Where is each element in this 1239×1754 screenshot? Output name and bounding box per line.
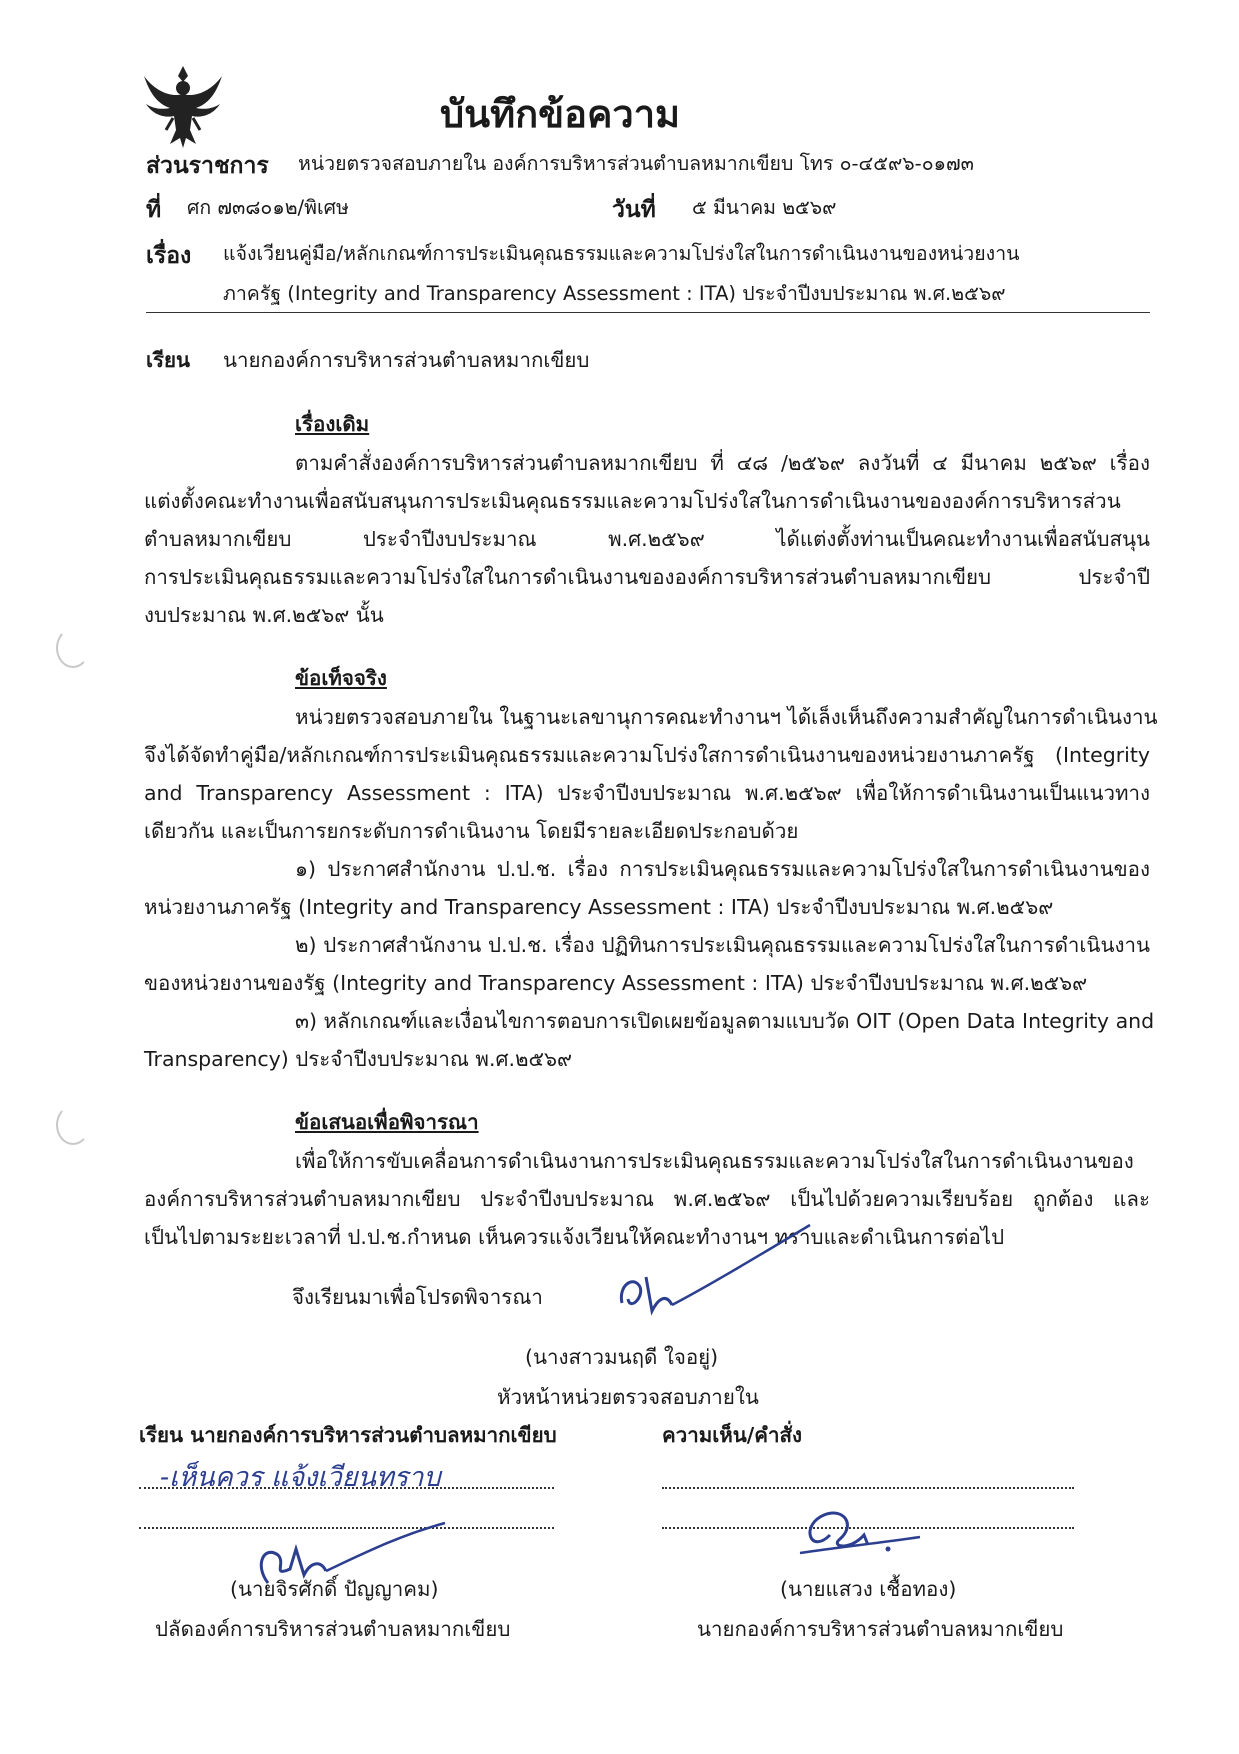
facts-line-1: หน่วยตรวจสอบภายใน ในฐานะเลขานุการคณะทำงานฯ ได้เล็งเห็นถึงความสำคัญในการดำเนินงาน (295, 705, 1158, 729)
scan-hole-mark-bottom (56, 1105, 90, 1145)
proposal-line-1: เพื่อให้การขับเคลื่อนการดำเนินงานการประเมินคุณธรรมและความโปร่งใสในการดำเนินงานของ (295, 1149, 1134, 1173)
subject-label: เรื่อง (146, 243, 192, 269)
facts-line-3: and Transparency Assessment : ITA) ประจำปีงบประมาณ พ.ศ.๒๕๖๙ เพื่อให้การดำเนินงานเป็นแนวทาง (144, 781, 1150, 805)
facts-item-1-line-1: ๑) ประกาศสำนักงาน ป.ป.ช. เรื่อง การประเมินคุณธรรมและความโปร่งใสในการดำเนินงานของ (295, 857, 1150, 881)
facts-item-2-line-1: ๒) ประกาศสำนักงาน ป.ป.ช. เรื่อง ปฏิทินการประเมินคุณธรรมและความโปร่งใสในการดำเนินงาน (295, 933, 1150, 957)
proposal-line-2: องค์การบริหารส่วนตำบลหมากเขียบ ประจำปีงบประมาณ พ.ศ.๒๕๖๙ เป็นไปด้วยความเรียบร้อย ถูกต้อง และ (144, 1187, 1150, 1211)
facts-item-3-line-2: Transparency) ประจำปีงบประมาณ พ.ศ.๒๕๖๙ (144, 1047, 573, 1071)
ref-label: ที่ (146, 197, 162, 223)
scan-hole-mark-top (56, 628, 90, 668)
dept-value: หน่วยตรวจสอบภายใน องค์การบริหารส่วนตำบลหมากเขียบ โทร ๐-๔๕๙๖-๐๑๗๓ (298, 152, 974, 175)
facts-line-2: จึงได้จัดทำคู่มือ/หลักเกณฑ์การประเมินคุณธรรมและความโปร่งใสการดำเนินงานของหน่วยงานภาครัฐ (Integrity (144, 743, 1150, 767)
closing-text: จึงเรียนมาเพื่อโปรดพิจารณา (292, 1285, 543, 1309)
proposal-heading: ข้อเสนอเพื่อพิจารณา (295, 1110, 479, 1134)
subject-line-1: แจ้งเวียนคู่มือ/หลักเกณฑ์การประเมินคุณธรรมและความโปร่งใสในการดำเนินงานของหน่วยงาน (223, 242, 1020, 265)
deputy-dotted-line-1 (139, 1487, 554, 1489)
background-heading: เรื่องเดิม (295, 412, 370, 436)
facts-line-4: เดียวกัน และเป็นการยกระดับการดำเนินงาน โดยมีรายละเอียดประกอบด้วย (144, 819, 799, 843)
facts-heading: ข้อเท็จจริง (295, 666, 387, 690)
proposal-line-3: เป็นไปตามระยะเวลาที่ ป.ป.ช.กำหนด เห็นควรแจ้งเวียนให้คณะทำงานฯ ทราบและดำเนินการต่อไป (144, 1225, 1005, 1249)
facts-item-1-line-2: หน่วยงานภาครัฐ (Integrity and Transparency Assessment : ITA) ประจำปีงบประมาณ พ.ศ.๒๕๖๙ (144, 895, 1054, 919)
mayor-name: (นายแสวง เชื้อทอง) (780, 1577, 957, 1601)
background-line-1: ตามคำสั่งองค์การบริหารส่วนตำบลหมากเขียบ ที่ ๔๘ /๒๕๖๙ ลงวันที่ ๔ มีนาคม ๒๕๖๙ เรื่อง (295, 451, 1150, 475)
facts-item-3-line-1: ๓) หลักเกณฑ์และเงื่อนไขการตอบการเปิดเผยข้อมูลตามแบบวัด OIT (Open Data Integrity and (295, 1009, 1155, 1033)
document-title: บันทึกข้อความ (440, 92, 681, 136)
date-value: ๕ มีนาคม ๒๕๖๙ (692, 196, 837, 219)
background-line-2: แต่งตั้งคณะทำงานเพื่อสนับสนุนการประเมินคุณธรรมและความโปร่งใสในการดำเนินงานขององค์การบริหารส่วน (144, 489, 1121, 513)
header-rule (146, 312, 1150, 313)
deputy-position: ปลัดองค์การบริหารส่วนตำบลหมากเขียบ (155, 1617, 511, 1641)
mayor-position: นายกองค์การบริหารส่วนตำบลหมากเขียบ (697, 1617, 1064, 1641)
dept-label: ส่วนราชการ (146, 153, 269, 179)
deputy-handwritten-note: -เห็นควร แจ้งเวียนทราบ (160, 1462, 441, 1493)
ref-value: ศก ๗๓๘๐๑๒/พิเศษ (187, 196, 349, 219)
signature-signer (600, 1215, 840, 1335)
background-line-5: งบประมาณ พ.ศ.๒๕๖๙ นั้น (144, 603, 384, 627)
deputy-name: (นายจิรศักดิ์ ปัญญาคม) (230, 1577, 439, 1601)
garuda-emblem-icon (140, 60, 226, 150)
signature-mayor (790, 1495, 940, 1565)
background-line-3: ตำบลหมากเขียบ ประจำปีงบประมาณ พ.ศ.๒๕๖๙ ได้แต่งตั้งท่านเป็นคณะทำงานเพื่อสนับสนุน (144, 527, 1150, 551)
subject-line-2: ภาครัฐ (Integrity and Transparency Assessment : ITA) ประจำปีงบประมาณ พ.ศ.๒๕๖๙ (223, 282, 1006, 305)
mayor-label: ความเห็น/คำสั่ง (662, 1423, 803, 1447)
signer-position: หัวหน้าหน่วยตรวจสอบภายใน (497, 1385, 759, 1409)
facts-item-2-line-2: ของหน่วยงานของรัฐ (Integrity and Transparency Assessment : ITA) ประจำปีงบประมาณ พ.ศ.๒๕๖๙ (144, 971, 1088, 995)
date-label: วันที่ (612, 197, 656, 223)
deputy-label: เรียน นายกองค์การบริหารส่วนตำบลหมากเขียบ (139, 1423, 557, 1447)
background-line-4: การประเมินคุณธรรมและความโปร่งใสในการดำเนินงานขององค์การบริหารส่วนตำบลหมากเขียบ ประจำปี (144, 565, 1150, 589)
addressee-value: นายกองค์การบริหารส่วนตำบลหมากเขียบ (223, 348, 590, 372)
mayor-dotted-line-1 (662, 1487, 1074, 1489)
addressee-label: เรียน (146, 348, 191, 372)
signer-name: (นางสาวมนฤดี ใจอยู่) (525, 1345, 719, 1369)
